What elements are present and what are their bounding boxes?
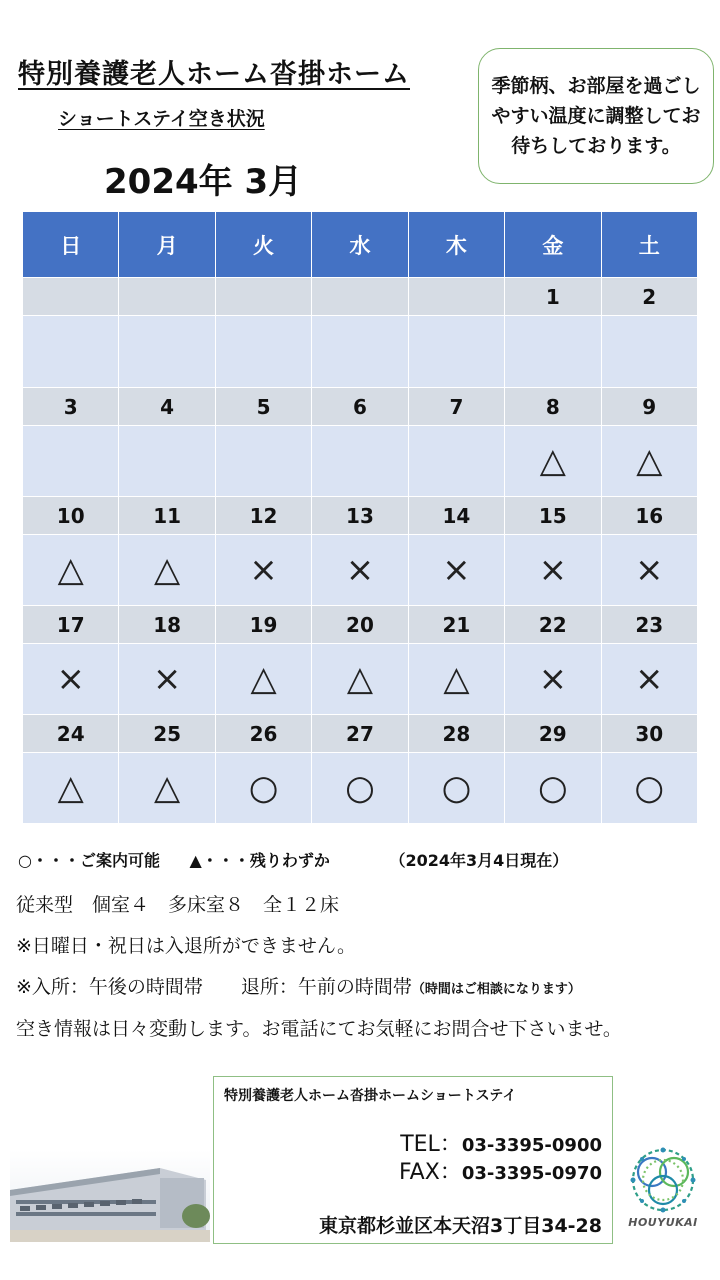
address: 東京都杉並区本天沼3丁目34-28 (319, 1215, 602, 1237)
date-cell: 7 (408, 388, 504, 426)
availability-cell (119, 426, 215, 497)
weekday-fri: 金 (505, 212, 601, 278)
date-cell (215, 278, 311, 316)
date-cell: 21 (408, 606, 504, 644)
date-cell: 24 (23, 715, 119, 753)
availability-cell: × (408, 535, 504, 606)
status-row (23, 535, 698, 606)
availability-cell: △ (312, 644, 408, 715)
availability-cell: △ (119, 535, 215, 606)
date-cell: 28 (408, 715, 504, 753)
availability-cell (23, 426, 119, 497)
availability-cell (505, 316, 601, 388)
availability-cell: × (312, 535, 408, 606)
availability-cell: × (119, 644, 215, 715)
tel-line (400, 1127, 602, 1158)
date-cell (119, 278, 215, 316)
availability-cell: × (601, 535, 697, 606)
date-cell: 3 (23, 388, 119, 426)
date-cell (23, 278, 119, 316)
date-cell: 29 (505, 715, 601, 753)
as-of-date: （2024年3月4日現在） (389, 851, 569, 870)
weekday-thu: 木 (408, 212, 504, 278)
availability-cell (312, 426, 408, 497)
status-row (23, 426, 698, 497)
availability-cell: △ (119, 753, 215, 824)
date-cell: 5 (215, 388, 311, 426)
availability-cell (215, 316, 311, 388)
availability-cell (119, 316, 215, 388)
date-cell: 8 (505, 388, 601, 426)
date-cell: 20 (312, 606, 408, 644)
date-cell: 16 (601, 497, 697, 535)
sunday-note: ※日曜日・祝日は入退所ができません。 (16, 935, 357, 957)
facility-name: 特別養護老人ホーム沓掛ホームショートステイ (224, 1088, 517, 1104)
status-row (23, 316, 698, 388)
availability-calendar (22, 211, 698, 824)
availability-cell: △ (601, 426, 697, 497)
availability-cell (23, 316, 119, 388)
fax-number: 03-3395-0970 (461, 1163, 602, 1184)
date-row (23, 388, 698, 426)
weekday-wed: 水 (312, 212, 408, 278)
availability-cell (408, 426, 504, 497)
date-cell: 12 (215, 497, 311, 535)
date-row (23, 278, 698, 316)
time-note (16, 972, 581, 999)
date-row (23, 715, 698, 753)
legend-available: ○・・・ご案内可能 (18, 851, 160, 870)
date-cell: 18 (119, 606, 215, 644)
availability-cell: ○ (601, 753, 697, 824)
date-cell: 25 (119, 715, 215, 753)
availability-cell: × (505, 644, 601, 715)
date-cell: 1 (505, 278, 601, 316)
availability-cell (408, 316, 504, 388)
date-cell: 14 (408, 497, 504, 535)
date-cell: 11 (119, 497, 215, 535)
date-cell: 27 (312, 715, 408, 753)
date-cell: 15 (505, 497, 601, 535)
date-cell: 4 (119, 388, 215, 426)
contact-box (213, 1076, 613, 1244)
date-cell: 9 (601, 388, 697, 426)
date-cell: 22 (505, 606, 601, 644)
weekday-tue: 火 (215, 212, 311, 278)
date-cell: 30 (601, 715, 697, 753)
weekday-header-row (23, 212, 698, 278)
daily-change-note: 空き情報は日々変動します。お電話にてお気軽にお問合せ下さいませ。 (16, 1018, 622, 1040)
time-note-main: ※入所：午後の時間帯 退所：午前の時間帯 (16, 976, 412, 998)
date-cell: 2 (601, 278, 697, 316)
weekday-mon: 月 (119, 212, 215, 278)
availability-cell (601, 316, 697, 388)
page-subtitle: ショートステイ空き状況 (58, 108, 265, 130)
date-row (23, 606, 698, 644)
availability-cell: △ (505, 426, 601, 497)
date-cell: 6 (312, 388, 408, 426)
weekday-sat: 土 (601, 212, 697, 278)
date-cell: 17 (23, 606, 119, 644)
date-cell: 23 (601, 606, 697, 644)
availability-cell: △ (215, 644, 311, 715)
date-cell: 19 (215, 606, 311, 644)
fax-label: FAX： (399, 1160, 462, 1185)
date-cell: 10 (23, 497, 119, 535)
date-cell: 13 (312, 497, 408, 535)
calendar-month: 2024年 3月 (104, 162, 303, 202)
weekday-sun: 日 (23, 212, 119, 278)
availability-cell: △ (408, 644, 504, 715)
legend-few: ▲・・・残りわずか (189, 851, 330, 870)
tel-label: TEL： (400, 1132, 462, 1157)
availability-cell: × (215, 535, 311, 606)
building-photo (10, 1150, 210, 1242)
fax-line (399, 1155, 602, 1186)
room-info: 従来型 個室４ 多床室８ 全１２床 (16, 894, 340, 916)
availability-cell: × (23, 644, 119, 715)
status-row (23, 753, 698, 824)
date-cell: 26 (215, 715, 311, 753)
page-title: 特別養護老人ホーム沓掛ホーム (18, 59, 410, 90)
availability-cell: ○ (215, 753, 311, 824)
seasonal-note: 季節柄、お部屋を過ごしやすい温度に調整してお待ちしております。 (478, 48, 714, 184)
status-row (23, 644, 698, 715)
availability-cell: △ (23, 753, 119, 824)
availability-cell: ○ (408, 753, 504, 824)
logo-text: HOUYUKAI (628, 1216, 698, 1229)
date-row (23, 497, 698, 535)
availability-cell: × (505, 535, 601, 606)
date-cell (312, 278, 408, 316)
availability-cell (312, 316, 408, 388)
availability-cell: ○ (312, 753, 408, 824)
availability-cell: △ (23, 535, 119, 606)
tel-number[interactable]: 03-3395-0900 (461, 1135, 602, 1156)
availability-cell: × (601, 644, 697, 715)
status-legend (18, 848, 708, 871)
availability-cell (215, 426, 311, 497)
date-cell (408, 278, 504, 316)
time-note-small: （時間はご相談になります） (411, 982, 581, 997)
availability-cell: ○ (505, 753, 601, 824)
